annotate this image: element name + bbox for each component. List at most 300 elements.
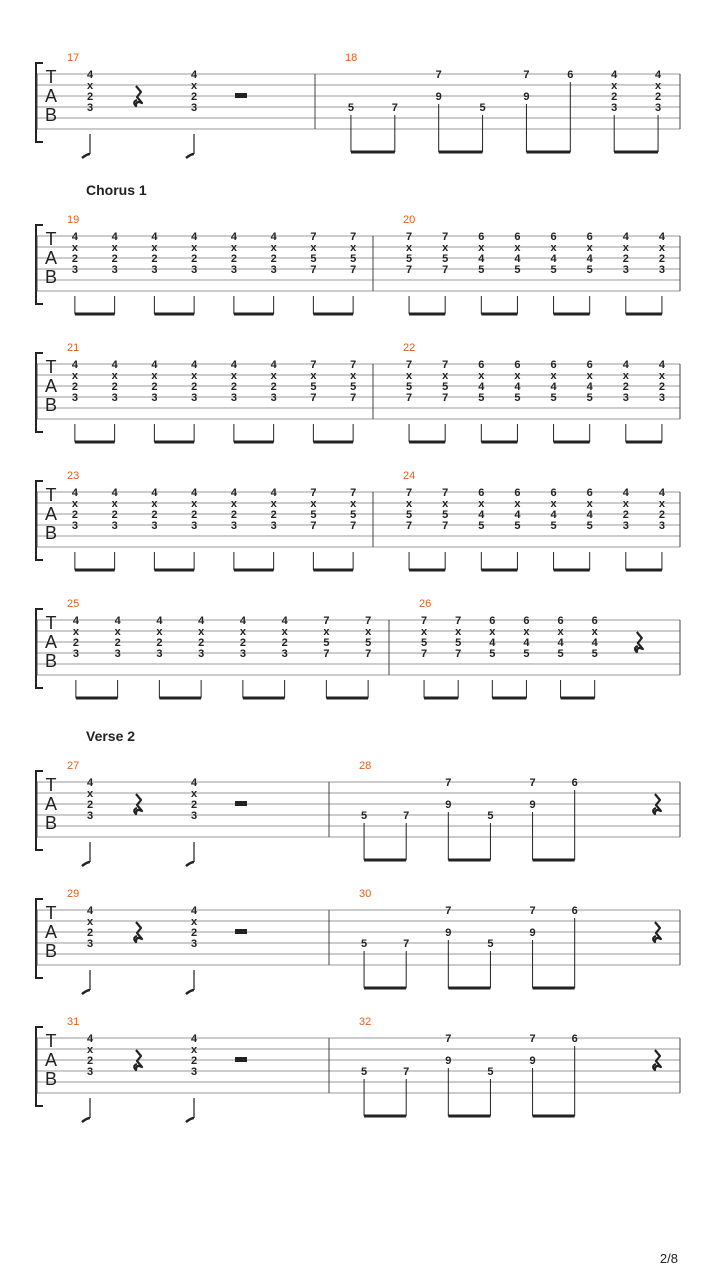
chord-fret: 3 <box>270 520 277 532</box>
measure-number: 24 <box>403 470 416 482</box>
chord-fret: 7 <box>323 615 330 627</box>
chord-fret: 3 <box>111 264 118 276</box>
chord-fret: 3 <box>198 648 205 660</box>
riff-fret: 6 <box>571 905 578 917</box>
riff-fret: 9 <box>445 927 452 939</box>
riff-fret: 5 <box>479 102 486 114</box>
chord-fret: 3 <box>230 520 237 532</box>
chord-fret: 6 <box>550 231 557 243</box>
chord-fret: 7 <box>350 520 357 532</box>
chord-fret: 2 <box>151 381 158 393</box>
tab-clef-letter: B <box>44 267 58 287</box>
riff-fret: 7 <box>529 1033 536 1045</box>
chord-fret: 6 <box>586 231 593 243</box>
chord-fret: 5 <box>586 392 593 404</box>
tab-system <box>36 888 680 994</box>
riff-fret: 7 <box>435 69 442 81</box>
chord-fret: 2 <box>114 637 121 649</box>
chord-fret: x <box>111 370 118 382</box>
chord-fret: x <box>111 498 118 510</box>
chord-fret: 2 <box>111 253 118 265</box>
chord-fret: 7 <box>442 359 449 371</box>
tab-clef-letter: A <box>44 504 58 524</box>
chord-fret: 2 <box>190 799 198 811</box>
chord-fret: 2 <box>230 253 237 265</box>
chord-fret: x <box>622 242 629 254</box>
riff-fret: 6 <box>567 69 574 81</box>
chord-fret: x <box>622 370 629 382</box>
tab-system <box>36 470 680 570</box>
chord-fret: 3 <box>86 810 94 822</box>
chord-fret: x <box>71 242 78 254</box>
chord-fret: 3 <box>622 520 629 532</box>
chord-fret: x <box>586 370 593 382</box>
chord-fret: 4 <box>191 487 198 499</box>
chord-fret: 6 <box>478 359 485 371</box>
tab-clef-letter: A <box>44 248 58 268</box>
chord-fret: 3 <box>151 264 158 276</box>
chord-fret: 3 <box>622 392 629 404</box>
measure-number: 31 <box>67 1016 80 1028</box>
chord-fret: x <box>310 370 317 382</box>
chord-fret: 2 <box>190 91 198 103</box>
chord-fret: 5 <box>550 392 557 404</box>
tab-system <box>36 598 680 698</box>
chord-fret: 3 <box>239 648 246 660</box>
chord-fret: x <box>114 626 121 638</box>
chord-fret: x <box>591 626 598 638</box>
chord-fret: 4 <box>190 69 198 81</box>
chord-fret: x <box>230 498 237 510</box>
chord-fret: 6 <box>557 615 564 627</box>
chord-fret: x <box>190 80 198 92</box>
chord-fret: 4 <box>550 509 557 521</box>
chord-fret: 6 <box>478 487 485 499</box>
chord-fret: 4 <box>270 231 277 243</box>
chord-fret: x <box>421 626 428 638</box>
chord-fret: x <box>406 370 413 382</box>
chord-fret: x <box>550 242 557 254</box>
chord-fret: 3 <box>270 264 277 276</box>
chord-fret: x <box>86 80 94 92</box>
chord-fret: x <box>658 370 665 382</box>
chord-fret: 6 <box>550 359 557 371</box>
chord-fret: 4 <box>111 359 118 371</box>
chord-fret: 4 <box>658 231 665 243</box>
chord-fret: x <box>350 498 357 510</box>
riff-fret: 7 <box>445 905 452 917</box>
chord-fret: 2 <box>658 509 665 521</box>
riff-fret: 7 <box>529 905 536 917</box>
chord-fret: 2 <box>239 637 246 649</box>
tab-system <box>36 760 680 866</box>
chord-fret: 4 <box>658 359 665 371</box>
chord-fret: 4 <box>198 615 205 627</box>
riff-fret: 7 <box>445 777 452 789</box>
chord-fret: 7 <box>406 359 413 371</box>
note-flag <box>82 154 90 158</box>
chord-fret: 2 <box>111 381 118 393</box>
chord-fret: 4 <box>514 509 521 521</box>
section-label-chorus: Chorus 1 <box>86 182 147 198</box>
chord-fret: 4 <box>71 359 78 371</box>
chord-fret: 5 <box>478 264 485 276</box>
chord-fret: 3 <box>86 1066 94 1078</box>
half-rest <box>235 1057 247 1062</box>
riff-fret: 7 <box>403 810 410 822</box>
tab-system <box>36 342 680 442</box>
riff-fret: 7 <box>523 69 530 81</box>
chord-fret: 2 <box>72 637 79 649</box>
riff-fret: 9 <box>523 91 530 103</box>
chord-fret: 2 <box>151 253 158 265</box>
tab-clef-letter: A <box>44 922 58 942</box>
chord-fret: x <box>442 370 449 382</box>
chord-fret: 5 <box>586 264 593 276</box>
chord-fret: 2 <box>270 253 277 265</box>
half-rest <box>235 801 247 806</box>
chord-fret: 3 <box>191 520 198 532</box>
chord-fret: 4 <box>86 777 94 789</box>
chord-fret: x <box>523 626 530 638</box>
chord-fret: 6 <box>523 615 530 627</box>
chord-fret: 4 <box>523 637 530 649</box>
chord-fret: 5 <box>514 392 521 404</box>
tab-clef-letter: T <box>45 775 57 795</box>
tab-clef-letter: T <box>45 613 57 633</box>
chord-fret: 4 <box>86 69 94 81</box>
chord-fret: 2 <box>230 381 237 393</box>
chord-fret: 3 <box>658 264 665 276</box>
chord-fret: x <box>310 242 317 254</box>
chord-fret: 3 <box>86 938 94 950</box>
chord-fret: 4 <box>557 637 564 649</box>
chord-fret: 5 <box>442 509 449 521</box>
chord-fret: 3 <box>190 938 198 950</box>
chord-fret: 3 <box>190 810 198 822</box>
tab-clef-letter: A <box>44 794 58 814</box>
chord-fret: x <box>514 370 521 382</box>
chord-fret: 5 <box>478 520 485 532</box>
riff-fret: 7 <box>391 102 398 114</box>
chord-fret: x <box>72 626 79 638</box>
chord-fret: x <box>323 626 330 638</box>
tab-clef-letter: T <box>45 67 57 87</box>
chord-fret: 4 <box>114 615 121 627</box>
chord-fret: 5 <box>323 637 330 649</box>
chord-fret: 6 <box>514 231 521 243</box>
chord-fret: 2 <box>111 509 118 521</box>
chord-fret: 3 <box>71 520 78 532</box>
chord-fret: 5 <box>406 253 413 265</box>
chord-fret: 2 <box>71 509 78 521</box>
chord-fret: 2 <box>191 381 198 393</box>
chord-fret: 5 <box>591 648 598 660</box>
chord-fret: 5 <box>421 637 428 649</box>
chord-fret: 3 <box>151 520 158 532</box>
chord-fret: x <box>455 626 462 638</box>
chord-fret: 7 <box>406 392 413 404</box>
riff-fret: 9 <box>529 1055 536 1067</box>
riff-fret: 4 <box>655 69 662 81</box>
chord-fret: 4 <box>72 615 79 627</box>
chord-fret: 4 <box>622 487 629 499</box>
chord-fret: 7 <box>310 264 317 276</box>
chord-fret: 2 <box>151 509 158 521</box>
chord-fret: x <box>622 498 629 510</box>
chord-fret: 4 <box>151 359 158 371</box>
chord-fret: x <box>310 498 317 510</box>
chord-fret: 4 <box>239 615 246 627</box>
chord-fret: 5 <box>406 381 413 393</box>
note-flag <box>186 862 194 866</box>
chord-fret: 7 <box>350 359 357 371</box>
measure-number: 27 <box>67 760 80 772</box>
tab-clef-letter: A <box>44 376 58 396</box>
tab-clef-letter: A <box>44 632 58 652</box>
note-flag <box>186 990 194 994</box>
chord-fret: x <box>658 498 665 510</box>
riff-fret: 7 <box>445 1033 452 1045</box>
riff-fret: x <box>655 80 662 92</box>
note-flag <box>82 990 90 994</box>
chord-fret: 4 <box>111 487 118 499</box>
chord-fret: 7 <box>310 392 317 404</box>
chord-fret: x <box>586 242 593 254</box>
chord-fret: 2 <box>71 381 78 393</box>
measure-number: 25 <box>67 598 80 610</box>
tab-clef-letter: B <box>44 941 58 961</box>
chord-fret: x <box>71 498 78 510</box>
riff-fret: 9 <box>445 1055 452 1067</box>
chord-fret: 6 <box>514 487 521 499</box>
chord-fret: 4 <box>478 253 485 265</box>
chord-fret: 3 <box>190 102 198 114</box>
riff-fret: 2 <box>611 91 618 103</box>
chord-fret: 2 <box>622 253 629 265</box>
chord-fret: 5 <box>478 392 485 404</box>
chord-fret: x <box>550 498 557 510</box>
chord-fret: x <box>365 626 372 638</box>
chord-fret: 5 <box>550 264 557 276</box>
note-flag <box>186 154 194 158</box>
riff-fret: 9 <box>445 799 452 811</box>
riff-fret: 9 <box>529 927 536 939</box>
chord-fret: 2 <box>658 381 665 393</box>
chord-fret: 7 <box>421 615 428 627</box>
tab-clef-letter: B <box>44 1069 58 1089</box>
chord-fret: 5 <box>310 509 317 521</box>
note-flag <box>82 1118 90 1122</box>
chord-fret: x <box>151 498 158 510</box>
chord-fret: 5 <box>586 520 593 532</box>
chord-fret: 7 <box>406 231 413 243</box>
chord-fret: x <box>86 1044 94 1056</box>
chord-fret: 2 <box>622 509 629 521</box>
chord-fret: x <box>350 242 357 254</box>
chord-fret: 4 <box>586 381 593 393</box>
chord-fret: x <box>442 242 449 254</box>
chord-fret: 4 <box>478 381 485 393</box>
chord-fret: x <box>350 370 357 382</box>
measure-number: 18 <box>345 52 358 64</box>
chord-fret: x <box>658 242 665 254</box>
chord-fret: x <box>270 242 277 254</box>
page-number: 2/8 <box>659 1251 678 1266</box>
chord-fret: 2 <box>86 799 94 811</box>
chord-fret: 3 <box>191 392 198 404</box>
chord-fret: 4 <box>478 509 485 521</box>
chord-fret: x <box>191 242 198 254</box>
chord-fret: 7 <box>350 392 357 404</box>
chord-fret: 5 <box>550 520 557 532</box>
chord-fret: 2 <box>622 381 629 393</box>
chord-fret: x <box>86 916 94 928</box>
chord-fret: x <box>151 370 158 382</box>
chord-fret: 2 <box>281 637 288 649</box>
measure-number: 32 <box>359 1016 372 1028</box>
tab-clef-letter: T <box>45 229 57 249</box>
riff-fret: 5 <box>361 1066 368 1078</box>
chord-fret: 7 <box>350 264 357 276</box>
chord-fret: 4 <box>622 359 629 371</box>
chord-fret: 3 <box>71 392 78 404</box>
tab-clef-letter: T <box>45 1031 57 1051</box>
measure-number: 29 <box>67 888 80 900</box>
measure-number: 28 <box>359 760 372 772</box>
chord-fret: 5 <box>365 637 372 649</box>
chord-fret: 6 <box>478 231 485 243</box>
chord-fret: 4 <box>191 231 198 243</box>
chord-fret: 5 <box>310 381 317 393</box>
chord-fret: 4 <box>658 487 665 499</box>
measure-number: 23 <box>67 470 80 482</box>
chord-fret: 7 <box>310 231 317 243</box>
chord-fret: 7 <box>350 231 357 243</box>
chord-fret: 2 <box>230 509 237 521</box>
chord-fret: 4 <box>190 1033 198 1045</box>
chord-fret: 5 <box>557 648 564 660</box>
chord-fret: 4 <box>230 359 237 371</box>
tab-clef-letter: A <box>44 86 58 106</box>
chord-fret: 3 <box>156 648 163 660</box>
chord-fret: 7 <box>442 264 449 276</box>
tab-system <box>36 214 680 314</box>
chord-fret: 4 <box>86 905 94 917</box>
chord-fret: 4 <box>270 359 277 371</box>
chord-fret: x <box>478 370 485 382</box>
chord-fret: 3 <box>72 648 79 660</box>
chord-fret: 2 <box>270 381 277 393</box>
half-rest <box>235 929 247 934</box>
chord-fret: 7 <box>442 487 449 499</box>
chord-fret: 4 <box>591 637 598 649</box>
chord-fret: 4 <box>489 637 496 649</box>
chord-fret: 6 <box>514 359 521 371</box>
chord-fret: 7 <box>323 648 330 660</box>
riff-fret: 6 <box>571 777 578 789</box>
riff-fret: 5 <box>361 810 368 822</box>
chord-fret: 7 <box>455 615 462 627</box>
chord-fret: 5 <box>514 520 521 532</box>
measure-number: 26 <box>419 598 432 610</box>
chord-fret: 4 <box>86 1033 94 1045</box>
riff-fret: 2 <box>655 91 662 103</box>
riff-fret: x <box>611 80 618 92</box>
chord-fret: 5 <box>489 648 496 660</box>
chord-fret: 3 <box>86 102 94 114</box>
chord-fret: 3 <box>151 392 158 404</box>
chord-fret: 4 <box>190 905 198 917</box>
riff-fret: 5 <box>487 938 494 950</box>
measure-number: 17 <box>67 52 80 64</box>
chord-fret: 4 <box>71 231 78 243</box>
chord-fret: 4 <box>514 253 521 265</box>
riff-fret: 5 <box>347 102 354 114</box>
chord-fret: 5 <box>406 509 413 521</box>
chord-fret: x <box>478 498 485 510</box>
measure-number: 22 <box>403 342 416 354</box>
chord-fret: x <box>406 242 413 254</box>
note-flag <box>186 1118 194 1122</box>
chord-fret: 7 <box>442 392 449 404</box>
chord-fret: 5 <box>442 253 449 265</box>
tab-clef-letter: T <box>45 357 57 377</box>
chord-fret: 2 <box>191 253 198 265</box>
chord-fret: 4 <box>514 381 521 393</box>
chord-fret: x <box>71 370 78 382</box>
tab-system <box>36 52 680 158</box>
tab-clef-letter: T <box>45 903 57 923</box>
measure-number: 20 <box>403 214 416 226</box>
chord-fret: 6 <box>591 615 598 627</box>
chord-fret: x <box>406 498 413 510</box>
riff-fret: 7 <box>529 777 536 789</box>
chord-fret: 7 <box>421 648 428 660</box>
chord-fret: 2 <box>190 1055 198 1067</box>
riff-fret: 5 <box>487 810 494 822</box>
chord-fret: 7 <box>310 359 317 371</box>
chord-fret: 7 <box>365 615 372 627</box>
chord-fret: x <box>190 1044 198 1056</box>
chord-fret: 6 <box>586 359 593 371</box>
chord-fret: 2 <box>86 1055 94 1067</box>
chord-fret: 4 <box>586 253 593 265</box>
chord-fret: x <box>191 370 198 382</box>
chord-fret: 7 <box>365 648 372 660</box>
chord-fret: 3 <box>622 264 629 276</box>
chord-fret: 4 <box>151 487 158 499</box>
chord-fret: 4 <box>191 359 198 371</box>
chord-fret: 6 <box>586 487 593 499</box>
chord-fret: 5 <box>523 648 530 660</box>
chord-fret: 4 <box>550 381 557 393</box>
chord-fret: 4 <box>156 615 163 627</box>
chord-fret: x <box>151 242 158 254</box>
chord-fret: 6 <box>550 487 557 499</box>
riff-fret: 3 <box>611 102 618 114</box>
measure-number: 30 <box>359 888 372 900</box>
chord-fret: x <box>86 788 94 800</box>
chord-fret: 5 <box>350 509 357 521</box>
chord-fret: 2 <box>198 637 205 649</box>
chord-fret: x <box>586 498 593 510</box>
riff-fret: 7 <box>403 1066 410 1078</box>
chord-fret: 6 <box>489 615 496 627</box>
chord-fret: 3 <box>281 648 288 660</box>
chord-fret: x <box>156 626 163 638</box>
riff-fret: 3 <box>655 102 662 114</box>
